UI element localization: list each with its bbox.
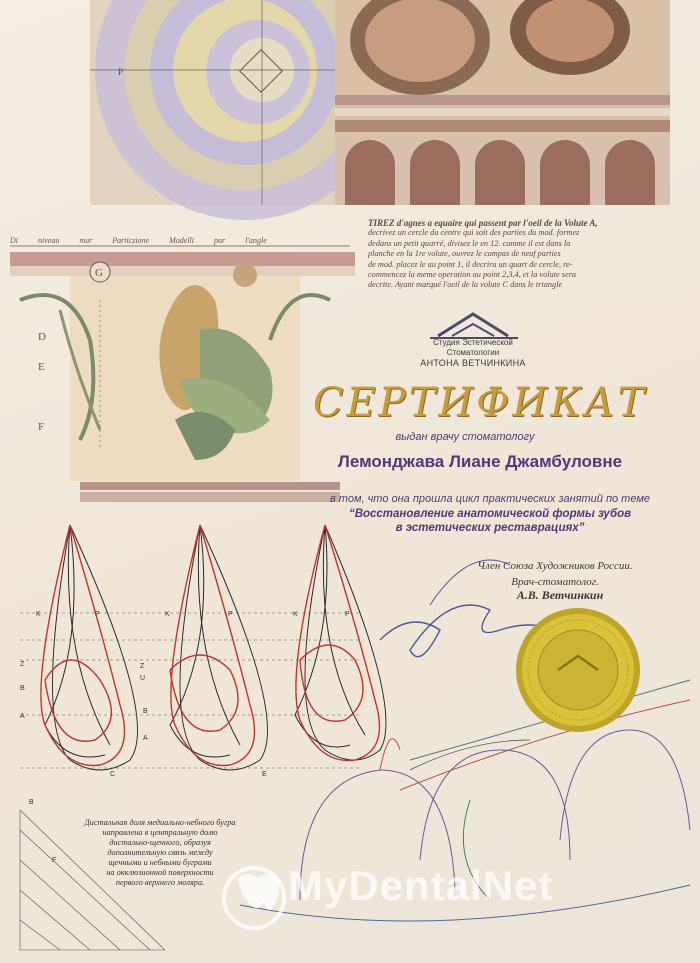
svg-text:E: E	[262, 771, 267, 778]
course-title	[290, 507, 690, 535]
studio-logo-icon	[430, 314, 518, 338]
course-intro-text: в том, что она прошла цикл практических занятий по теме	[330, 493, 650, 505]
signer-role-line1: Член Союза Художников России.	[477, 560, 633, 572]
caption-line: на окклюзионной поверхности	[106, 868, 214, 877]
issued-to-text: выдан врачу стоматологу	[395, 431, 535, 443]
svg-text:P: P	[95, 611, 100, 618]
svg-text:K: K	[293, 611, 298, 618]
svg-text:D: D	[38, 331, 46, 343]
french-line: planche en la 1re volute, ouvrez le compas de neuf parties	[368, 249, 561, 259]
svg-text:B: B	[29, 799, 34, 806]
svg-text:F: F	[52, 857, 57, 864]
letter-k: K	[36, 611, 41, 618]
french-line: decrite. Ayant marqué l'oeil de la volute C dans le triangle	[368, 280, 563, 290]
certificate-title: СЕРТИФИКАТ	[312, 380, 648, 426]
signer-role	[440, 558, 670, 590]
signer-role-line2: Врач-стоматолог.	[511, 576, 599, 588]
svg-text:Z: Z	[140, 663, 145, 670]
french-line: TIREZ d'agnes a equaire qui passent par l'oeil de la Volute A,	[368, 218, 598, 228]
svg-text:K: K	[165, 611, 170, 618]
svg-text:C: C	[110, 771, 116, 778]
svg-text:F: F	[38, 421, 45, 433]
cornice-illustration	[335, 0, 670, 205]
svg-text:P: P	[228, 611, 233, 618]
svg-text:P: P	[345, 611, 350, 618]
french-line: de mod. placez le au point 1, il decrira un quart de cercle, re-	[368, 259, 573, 269]
signer-name: А.В. Ветчинкин	[516, 588, 604, 602]
french-line: decrivez un cercle du centre qui soit des parties du mod. formez	[368, 228, 580, 238]
french-instructions	[368, 218, 668, 291]
svg-text:A: A	[143, 735, 148, 742]
caption-line: дистально-щечного, образуя	[109, 838, 211, 847]
architectural-header-text: Di niveau mur Particzione Modelli par l'angle	[10, 236, 267, 245]
svg-text:B: B	[20, 685, 25, 692]
studio-line1: Студия Эстетической Стоматологии	[433, 338, 513, 357]
svg-text:E: E	[38, 361, 45, 373]
svg-text:Z: Z	[20, 661, 25, 668]
studio-line2: АНТОНА ВЕТЧИНКИНА	[420, 358, 526, 368]
caption-line: первого верхнего моляра.	[115, 878, 205, 887]
tooth-sketches	[20, 525, 386, 770]
course-title-line2: в эстетических реставрациях”	[395, 522, 585, 534]
course-title-line1: “Восстановление анатомической формы зубов	[348, 508, 632, 520]
french-line: dedans un petit quarré, divisez le en 12. comme il est dans la	[368, 238, 571, 248]
french-line: commencez la meme operation au point 2,3,4, et la volute sera	[368, 270, 577, 280]
svg-text:P: P	[118, 67, 124, 77]
caption-line: щечными и небными буграми	[108, 858, 212, 867]
svg-text:G: G	[95, 267, 103, 279]
svg-text:U: U	[140, 675, 146, 682]
caption-line: Дистальная доля медиально-небного бугра	[84, 818, 236, 827]
gold-seal-icon	[516, 608, 640, 732]
svg-text:A: A	[20, 713, 25, 720]
caption-line: дополнительную связь между	[107, 848, 213, 857]
recipient-name: Лемонджава Лиане Джамбуловне	[337, 452, 623, 471]
studio-name	[408, 338, 538, 368]
svg-text:B: B	[143, 708, 148, 715]
caption-line: направлена в центральную долю	[102, 828, 218, 837]
watermark-text: MyDentalNet	[288, 862, 554, 909]
